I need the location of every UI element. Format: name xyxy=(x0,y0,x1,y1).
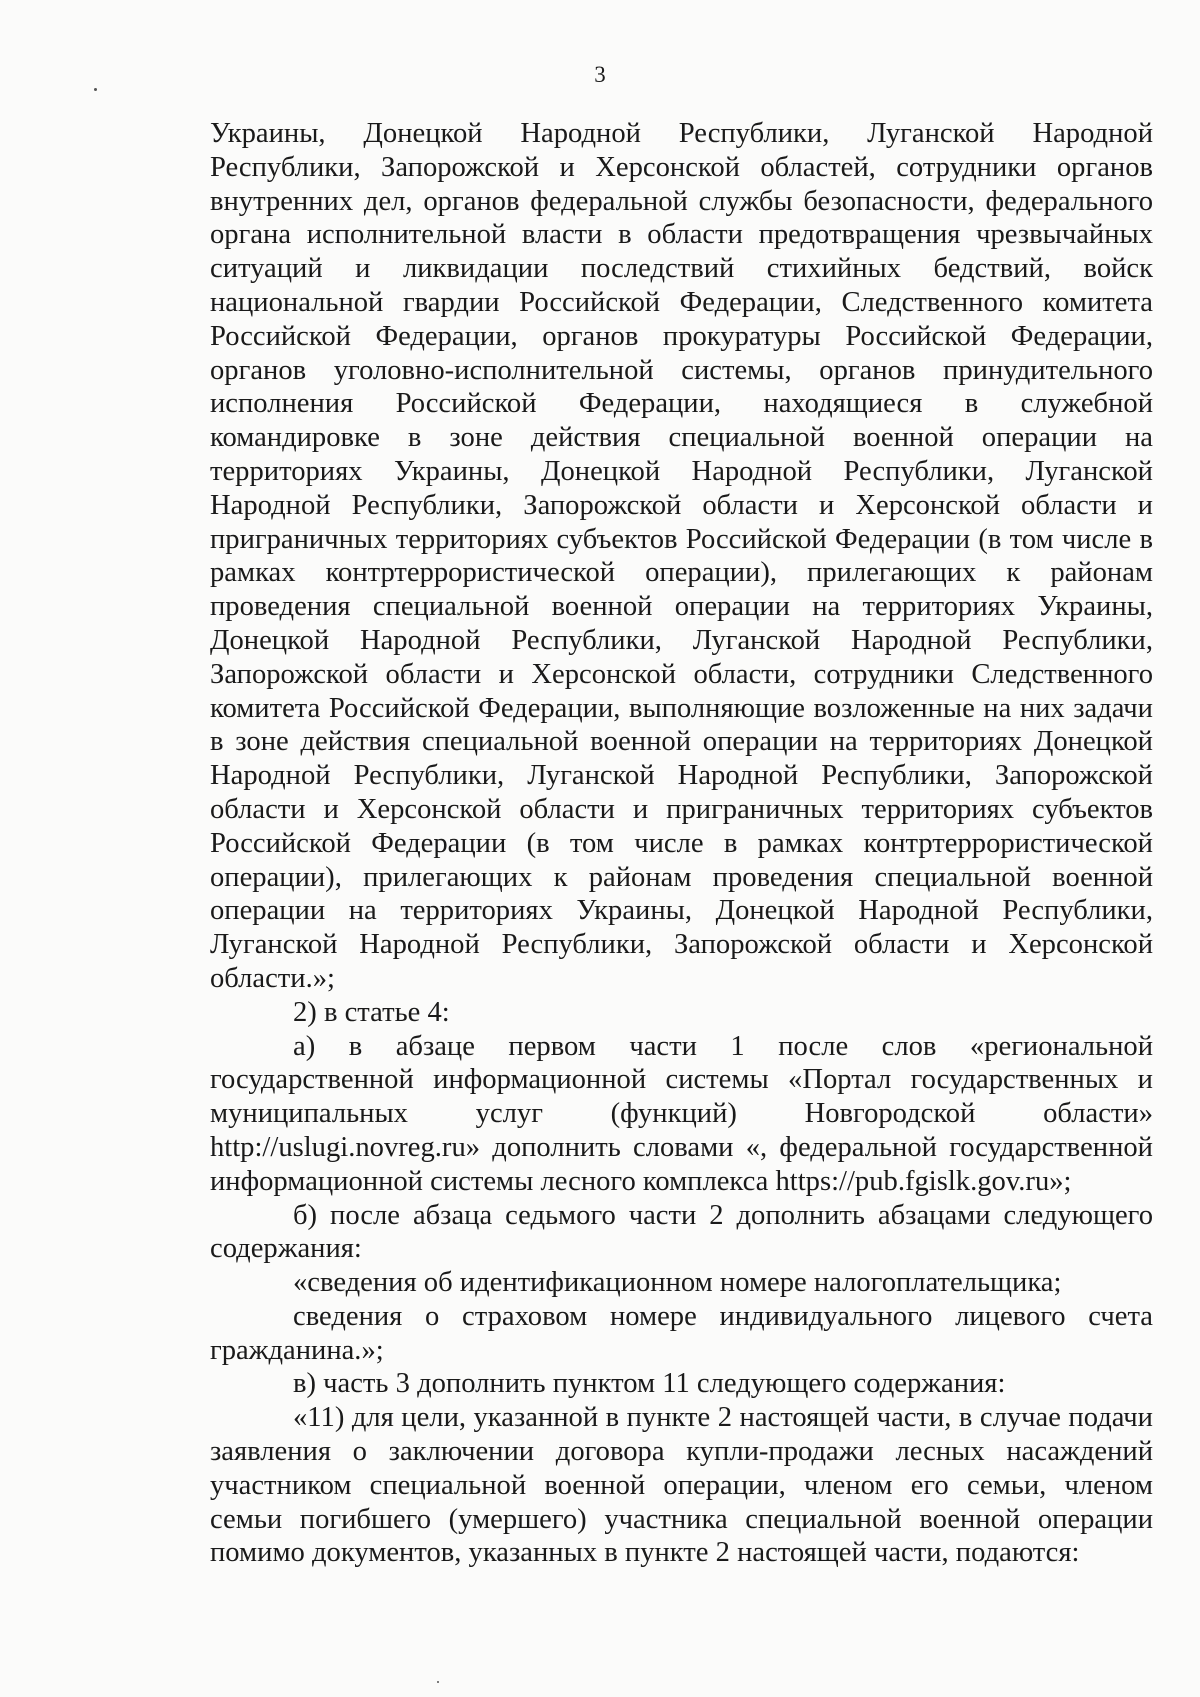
paragraph-subitem-a: а) в абзаце первом части 1 после слов «региональной государственной информационной системы «Портал государственных и муниципальных услуг (функций) Новгородской области» http://uslugi.novreg.ru» дополнить словами «, федеральной государственной информационной системы лесного комплекса https://pub.fgislk.gov.ru»; xyxy=(210,1030,1153,1197)
paragraph-quote-snils: сведения о страховом номере индивидуального лицевого счета гражданина.»; xyxy=(210,1300,1153,1366)
paragraph-subitem-b: б) после абзаца седьмого части 2 дополнить абзацами следующего содержания: xyxy=(210,1199,1153,1265)
paragraph-point-11: «11) для цели, указанной в пункте 2 настоящей части, в случае подачи заявления о заключении договора купли-продажи лесных насаждений участником специальной военной операции, членом его семьи, членом семьи погибшего (умершего) участника специальной военной операции помимо документов, указанных в пункте 2 настоящей части, подаются: xyxy=(210,1402,1153,1569)
scan-speck xyxy=(94,88,97,91)
document-body xyxy=(210,117,1153,1570)
paragraph-continuation: Украины, Донецкой Народной Республики, Луганской Народной Республики, Запорожской и Херсонской областей, сотрудники органов внутренних дел, органов федеральной службы безопасности, федерального органа исполнительной власти в области предотвращения чрезвычайных ситуаций и ликвидации последствий стихийных бедствий, войск национальной гвардии Российской Федерации, Следственного комитета Российской Федерации, органов прокуратуры Российской Федерации, органов уголовно-исполнительной системы, органов принудительного исполнения Российской Федерации, находящиеся в служебной командировке в зоне действия специальной военной операции на территориях Украины, Донецкой Народной Республики, Луганской Народной Республики, Запорожской области и Херсонской области и приграничных территориях субъектов Российской Федерации (в том числе в рамках контртеррористической операции), прилегающих к районам проведения специальной военной операции на территориях Украины, Донецкой Народной Республики, Луганской Народной Республики, Запорожской области и Херсонской области, сотрудники Следственного комитета Российской Федерации, выполняющие возложенные на них задачи в зоне действия специальной военной операции на территориях Донецкой Народной Республики, Луганской Народной Республики, Запорожской области и Херсонской области и приграничных территориях субъектов Российской Федерации (в том числе в рамках контртеррористической операции), прилегающих к районам проведения специальной военной операции на территориях Украины, Донецкой Народной Республики, Луганской Народной Республики, Запорожской области и Херсонской области.»; xyxy=(210,118,1153,994)
page-number: 3 xyxy=(594,62,606,87)
paragraph-subitem-v: в) часть 3 дополнить пунктом 11 следующего содержания: xyxy=(293,1368,1006,1400)
paragraph-item-2: 2) в статье 4: xyxy=(293,996,450,1028)
paragraph-quote-inn: «сведения об идентификационном номере налогоплательщика; xyxy=(293,1267,1062,1299)
scan-speck xyxy=(437,1681,439,1683)
